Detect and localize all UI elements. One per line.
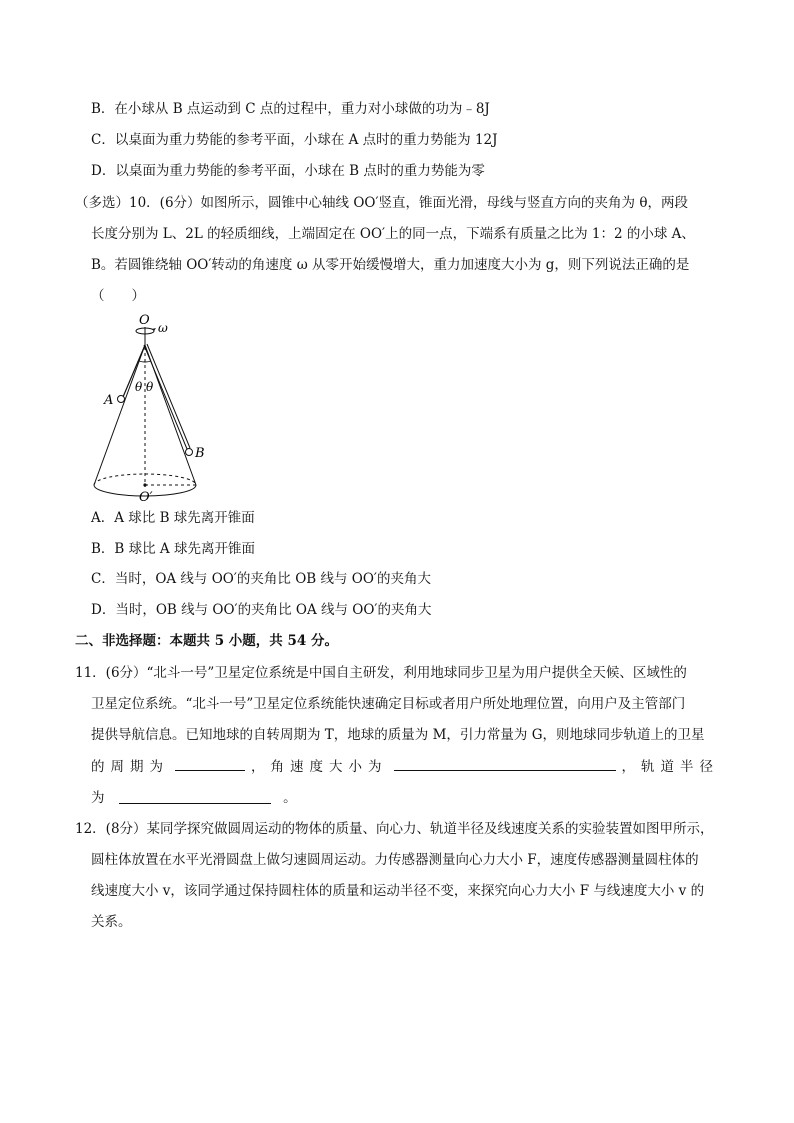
label-o-prime: O′ bbox=[139, 490, 153, 505]
q11-line2: 卫星定位系统。“北斗一号”卫星定位系统能快速确定目标或者用户所处地理位置，向用户及主管部门 bbox=[91, 696, 686, 712]
cone-figure bbox=[88, 305, 218, 505]
label-theta-left: θ bbox=[135, 380, 143, 394]
rotation-arrowhead-icon bbox=[152, 328, 156, 331]
q11-radius-label-cont: 为 bbox=[91, 790, 105, 806]
q11-blank-period[interactable] bbox=[175, 756, 245, 771]
ball-b bbox=[186, 449, 193, 456]
label-omega: ω bbox=[158, 321, 168, 335]
q10-stem-line1: （多选）10．(6分）如图所示，圆锥中心轴线 OO′竖直，锥面光滑，母线与竖直方向的夹角为 θ，两段 bbox=[75, 195, 688, 211]
q10-answer-bracket: （ ） bbox=[91, 288, 145, 304]
q11-line3: 提供导航信息。已知地球的自转周期为 T，地球的质量为 M，引力常量为 G，则地球同步轨道上的卫星 bbox=[91, 727, 705, 743]
q12-line4: 关系。 bbox=[91, 914, 132, 930]
label-o: O bbox=[139, 313, 150, 328]
theta-arc-left bbox=[139, 361, 145, 362]
q10-option-c: C．当时，OA 线与 OO′的夹角比 OB 线与 OO′的夹角大 bbox=[91, 571, 431, 587]
center-dot bbox=[143, 483, 146, 486]
label-a: A bbox=[104, 393, 114, 408]
q10-stem-line3: B。若圆锥绕轴 OO′转动的角速度 ω 从零开始缓慢增大，重力加速度大小为 g，则下列说法正确的是 bbox=[91, 257, 690, 273]
q9-option-d: D．以桌面为重力势能的参考平面，小球在 B 点时的重力势能为零 bbox=[91, 163, 485, 179]
q11-line1: 11．(6分）“北斗一号”卫星定位系统是中国自主研发，利用地球同步卫星为用户提供全天候、区域性的 bbox=[75, 665, 687, 681]
ball-a bbox=[118, 396, 125, 403]
q10-stem-line2: 长度分别为 L、2L 的轻质细线，上端固定在 OO′上的同一点，下端系有质量之比为 1：2 的小球 A、 bbox=[91, 226, 695, 242]
section-heading: 二、非选择题：本题共 5 小题，共 54 分。 bbox=[75, 633, 338, 649]
string-ob-line1 bbox=[144, 345, 187, 449]
q11-period-mark: 。 bbox=[283, 790, 297, 806]
q11-line5 bbox=[91, 788, 297, 808]
q10-option-a: A．A 球比 B 球先离开锥面 bbox=[91, 510, 255, 526]
label-theta-right: θ bbox=[146, 380, 154, 394]
q11-blank-orbit-radius[interactable] bbox=[119, 789, 271, 804]
q11-radius-label: ，轨道半径 bbox=[621, 759, 719, 775]
q11-blank-angular-velocity[interactable] bbox=[394, 756, 616, 771]
q9-option-c: C．以桌面为重力势能的参考平面，小球在 A 点时的重力势能为 12J bbox=[91, 132, 498, 148]
q11-angular-label: ，角速度大小为 bbox=[251, 759, 388, 775]
label-b: B bbox=[195, 446, 205, 461]
q11-period-label: 的周期为 bbox=[91, 759, 169, 775]
q12-line1: 12．(8分）某同学探究做圆周运动的物体的质量、向心力、轨道半径及线速度关系的实验装置如图甲所示， bbox=[75, 821, 714, 837]
q12-line3: 线速度大小 v，该同学通过保持圆柱体的质量和运动半径不变，来探究向心力大小 F 与线速度大小 v 的 bbox=[91, 883, 705, 899]
q10-option-b: B．B 球比 A 球先离开锥面 bbox=[91, 541, 255, 557]
q12-line2: 圆柱体放置在水平光滑圆盘上做匀速圆周运动。力传感器测量向心力大小 F，速度传感器测量圆柱体的 bbox=[91, 852, 699, 868]
q9-option-b: B．在小球从 B 点运动到 C 点的过程中，重力对小球做的功为﹣8J bbox=[91, 101, 490, 117]
string-ob-line2 bbox=[147, 344, 190, 448]
cone-left-edge bbox=[94, 345, 145, 485]
q11-line4 bbox=[91, 756, 719, 777]
q10-option-d: D．当时，OB 线与 OO′的夹角比 OA 线与 OO′的夹角大 bbox=[91, 602, 432, 618]
theta-arc-right bbox=[145, 361, 151, 362]
